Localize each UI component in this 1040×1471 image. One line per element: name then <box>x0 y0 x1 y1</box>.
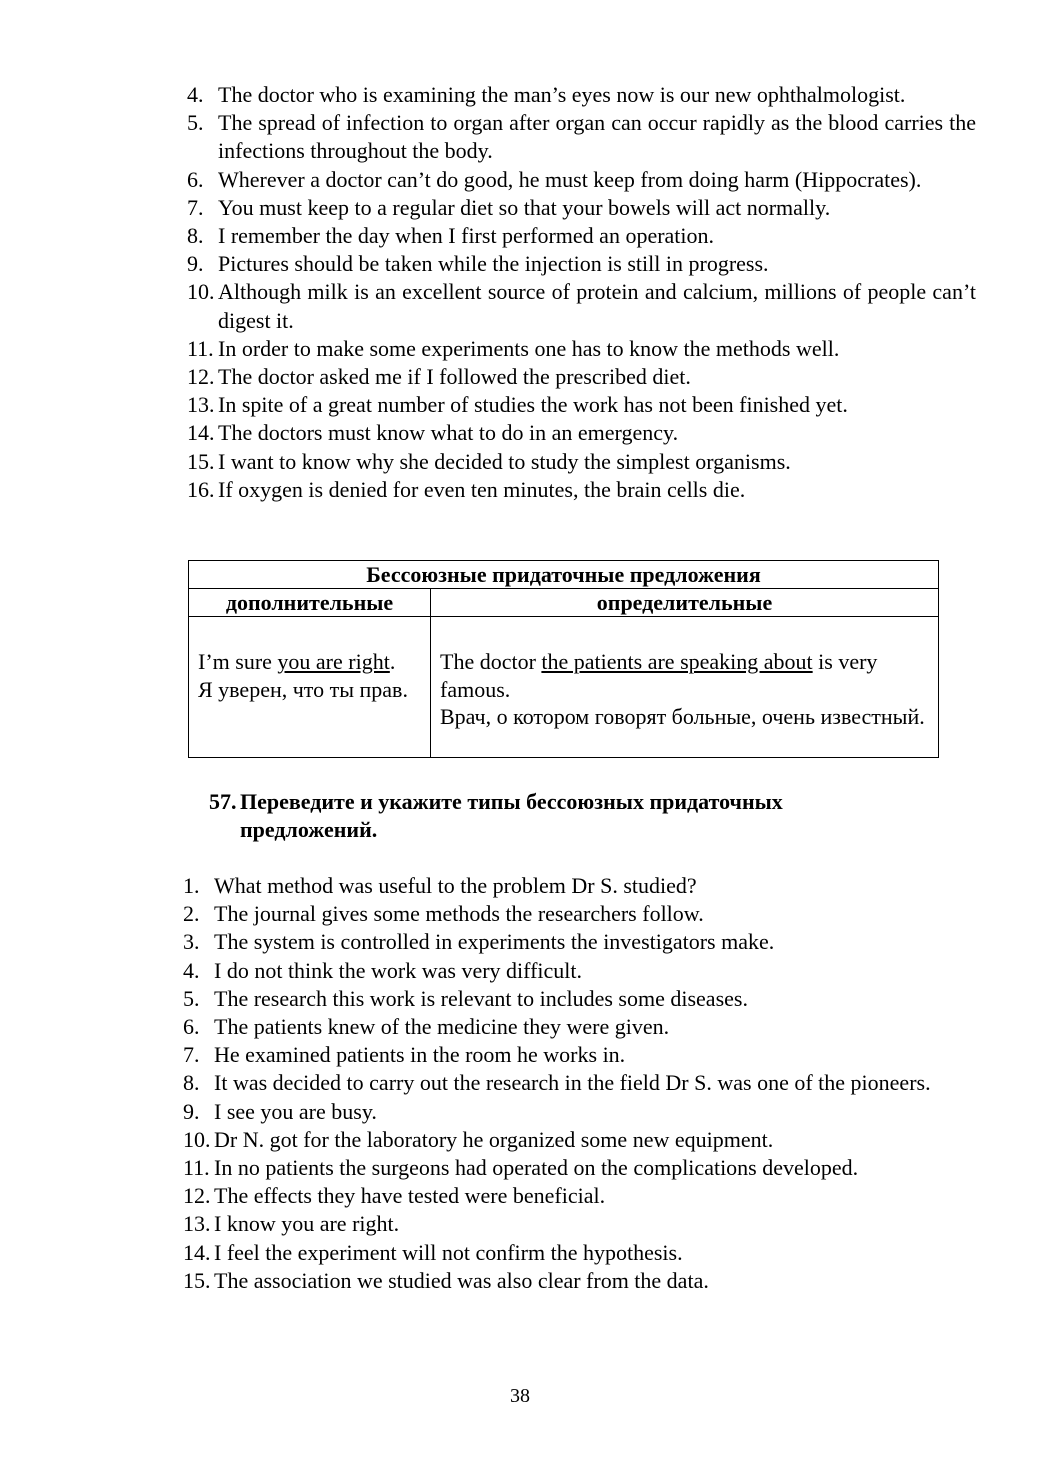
item-text: The journal gives some methods the researchers follow. <box>214 901 704 927</box>
item-text: I feel the experiment will not confirm the hypothesis. <box>214 1239 683 1265</box>
item-number: 15. <box>183 1267 211 1293</box>
item-text: I do not think the work was very difficult. <box>214 957 583 983</box>
item-text: The doctor asked me if I followed the prescribed diet. <box>218 364 691 390</box>
table-cell-attributive-example <box>431 617 939 758</box>
item-number: 4. <box>183 957 200 983</box>
list-item <box>187 166 976 194</box>
item-text: Dr N. got for the laboratory he organized some new equipment. <box>214 1126 774 1152</box>
item-text: The research this work is relevant to includes some diseases. <box>214 985 748 1011</box>
item-number: 9. <box>183 1098 200 1124</box>
item-text: I want to know why she decided to study the simplest organisms. <box>218 448 791 474</box>
item-text: I know you are right. <box>214 1211 400 1237</box>
list-item <box>183 1126 978 1154</box>
item-text: The effects they have tested were beneficial. <box>214 1183 606 1209</box>
item-text: Although milk is an excellent source of protein and calcium, millions of people can’t digest it. <box>218 279 976 333</box>
item-number: 1. <box>183 873 200 898</box>
example-text-before: I’m sure <box>198 649 278 674</box>
item-number: 14. <box>187 420 215 446</box>
list-item <box>183 1069 978 1097</box>
item-number: 5. <box>183 985 200 1011</box>
table-header-additive: дополнительные <box>189 589 431 617</box>
list-item <box>187 81 976 109</box>
exercise-instruction: Переведите и укажите типы бессоюзных придаточных предложений. <box>240 789 783 842</box>
sentence-list-top <box>187 81 976 504</box>
item-text: The association we studied was also clear from the data. <box>214 1267 709 1293</box>
list-item <box>183 928 978 956</box>
table-title: Бессоюзные придаточные предложения <box>189 561 939 589</box>
item-number: 14. <box>183 1239 211 1265</box>
item-text: He examined patients in the room he works in. <box>214 1042 626 1068</box>
item-text: You must keep to a regular diet so that your bowels will act normally. <box>218 194 831 220</box>
list-item <box>183 1182 978 1210</box>
item-number: 10. <box>183 1126 211 1152</box>
item-text: The spread of infection to organ after organ can occur rapidly as the blood carries the infections throughout the body. <box>218 110 976 164</box>
sentence-list-bottom <box>183 872 978 1295</box>
list-item <box>183 1239 978 1267</box>
list-item <box>183 1098 978 1126</box>
list-item <box>187 109 976 165</box>
rule-table <box>188 560 939 758</box>
item-text: In no patients the surgeons had operated on the complications developed. <box>214 1155 859 1181</box>
item-number: 6. <box>183 1014 200 1040</box>
item-text: The patients knew of the medicine they were given. <box>214 1014 670 1040</box>
item-number: 9. <box>187 251 204 277</box>
item-number: 16. <box>187 476 215 502</box>
item-number: 6. <box>187 166 204 192</box>
page-number: 38 <box>510 1385 530 1407</box>
item-text: What method was useful to the problem Dr S. studied? <box>214 873 697 898</box>
list-item <box>187 476 976 504</box>
example-text-after: is very famous. <box>440 649 878 702</box>
item-text: The doctors must know what to do in an emergency. <box>218 420 679 446</box>
item-number: 5. <box>187 110 204 136</box>
item-number: 8. <box>187 223 204 249</box>
list-item <box>183 1154 978 1182</box>
example-translation: Я уверен, что ты прав. <box>198 676 408 702</box>
item-text: I see you are busy. <box>214 1098 377 1124</box>
list-item <box>187 335 976 363</box>
list-item <box>187 419 976 447</box>
example-text-before: The doctor <box>440 649 542 674</box>
list-item <box>183 1041 978 1069</box>
item-text: Pictures should be taken while the injection is still in progress. <box>218 251 769 277</box>
list-item <box>183 1013 978 1041</box>
list-item <box>183 957 978 985</box>
example-translation: Врач, о котором говорят больные, очень известный. <box>440 704 925 729</box>
item-number: 11. <box>187 335 214 361</box>
item-number: 8. <box>183 1070 200 1096</box>
item-number: 10. <box>187 279 215 305</box>
item-text: The doctor who is examining the man’s eyes now is our new ophthalmologist. <box>218 82 906 107</box>
item-number: 12. <box>187 364 215 390</box>
item-text: I remember the day when I first performed an operation. <box>218 223 715 249</box>
list-item <box>183 872 978 900</box>
item-text: It was decided to carry out the research in the field Dr S. was one of the pioneers. <box>214 1070 931 1096</box>
example-underlined-clause: the patients are speaking about <box>541 649 813 674</box>
list-item <box>187 222 976 250</box>
list-item <box>187 278 976 334</box>
item-number: 11. <box>183 1155 210 1181</box>
list-item <box>183 985 978 1013</box>
list-item <box>187 250 976 278</box>
table-header-attributive: определительные <box>431 589 939 617</box>
list-item <box>183 1267 978 1295</box>
list-item <box>187 448 976 476</box>
exercise-heading <box>209 788 909 844</box>
item-number: 15. <box>187 448 215 474</box>
item-text: The system is controlled in experiments the investigators make. <box>214 929 775 955</box>
item-text: If oxygen is denied for even ten minutes, the brain cells die. <box>218 476 746 502</box>
table-cell-additive-example <box>189 617 431 758</box>
item-number: 7. <box>187 194 204 220</box>
list-item <box>187 363 976 391</box>
item-number: 13. <box>187 392 215 418</box>
exercise-number: 57. <box>209 789 237 814</box>
item-number: 2. <box>183 901 200 927</box>
item-number: 13. <box>183 1211 211 1237</box>
item-text: Wherever a doctor can’t do good, he must keep from doing harm (Hippocrates). <box>218 166 922 192</box>
list-item <box>187 194 976 222</box>
example-underlined-clause: you are right <box>277 649 390 674</box>
list-item <box>183 900 978 928</box>
item-number: 4. <box>187 82 204 107</box>
item-text: In spite of a great number of studies the work has not been finished yet. <box>218 392 848 418</box>
item-text: In order to make some experiments one has to know the methods well. <box>218 335 840 361</box>
item-number: 7. <box>183 1042 200 1068</box>
example-text-after: . <box>389 649 396 674</box>
item-number: 12. <box>183 1183 211 1209</box>
list-item <box>187 391 976 419</box>
item-number: 3. <box>183 929 200 955</box>
list-item <box>183 1210 978 1238</box>
